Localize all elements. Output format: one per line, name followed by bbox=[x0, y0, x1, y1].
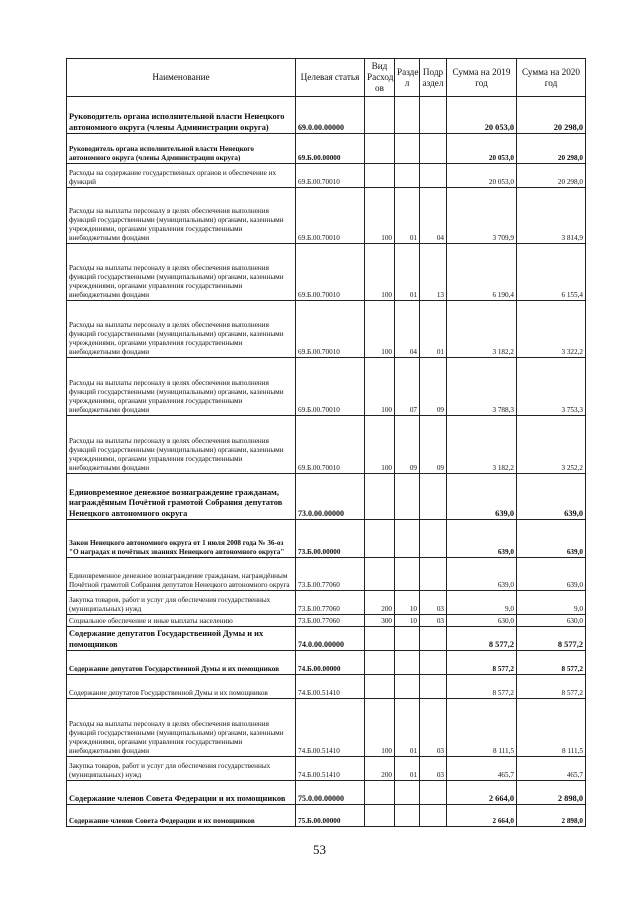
row-code: 69.Б.00.70010 bbox=[296, 416, 365, 474]
row-code: 69.Б.00.70010 bbox=[296, 244, 365, 301]
table-row bbox=[67, 651, 586, 675]
row-type bbox=[365, 520, 395, 558]
row-sum-2020: 639,0 bbox=[517, 520, 586, 558]
table-row bbox=[67, 520, 586, 558]
row-type: 200 bbox=[365, 757, 395, 781]
row-name: Расходы на выплаты персоналу в целях обеспечения выполнения функций государственными (муниципальными) органами, казенными учреждениями, органами управления государственными внебюджетными фондами bbox=[67, 188, 296, 244]
row-sum-2019: 3 182,2 bbox=[447, 416, 517, 474]
row-code: 69.Б.00.70010 bbox=[296, 358, 365, 416]
row-code: 73.Б.00.77060 bbox=[296, 591, 365, 615]
row-section: 04 bbox=[395, 301, 420, 358]
row-sum-2019: 2 664,0 bbox=[447, 781, 517, 805]
row-name: Содержание депутатов Государственной Думы и их помощников bbox=[67, 627, 296, 651]
table-row bbox=[67, 558, 586, 591]
row-sum-2019: 639,0 bbox=[447, 558, 517, 591]
row-subsection: 03 bbox=[420, 699, 447, 757]
row-sum-2020: 20 298,0 bbox=[517, 164, 586, 188]
row-section bbox=[395, 675, 420, 699]
row-section bbox=[395, 97, 420, 134]
table-row bbox=[67, 675, 586, 699]
header-sum-2020: Сумма на 2020 год bbox=[517, 59, 586, 97]
header-subsection: Подр аздел bbox=[420, 59, 447, 97]
header-target: Целевая статья bbox=[296, 59, 365, 97]
table-row bbox=[67, 757, 586, 781]
row-name: Содержание членов Совета Федерации и их помощников bbox=[67, 805, 296, 827]
row-code: 73.Б.00.77060 bbox=[296, 558, 365, 591]
row-code: 69.Б.00.70010 bbox=[296, 188, 365, 244]
row-subsection bbox=[420, 781, 447, 805]
row-section bbox=[395, 520, 420, 558]
row-subsection bbox=[420, 520, 447, 558]
row-sum-2020: 6 155,4 bbox=[517, 244, 586, 301]
table-row bbox=[67, 188, 586, 244]
row-code: 73.0.00.00000 bbox=[296, 474, 365, 520]
row-sum-2020: 465,7 bbox=[517, 757, 586, 781]
row-name: Содержание депутатов Государственной Думы и их помощников bbox=[67, 651, 296, 675]
row-subsection: 03 bbox=[420, 615, 447, 627]
row-section: 01 bbox=[395, 757, 420, 781]
row-subsection bbox=[420, 97, 447, 134]
row-code: 74.0.00.00000 bbox=[296, 627, 365, 651]
row-type: 300 bbox=[365, 615, 395, 627]
row-type bbox=[365, 627, 395, 651]
row-type bbox=[365, 164, 395, 188]
row-name: Расходы на выплаты персоналу в целях обеспечения выполнения функций государственными (муниципальными) органами, казенными учреждениями, органами управления государственными внебюджетными фондами bbox=[67, 358, 296, 416]
budget-table bbox=[66, 58, 586, 827]
row-code: 75.0.00.00000 bbox=[296, 781, 365, 805]
row-sum-2020: 2 898,0 bbox=[517, 781, 586, 805]
row-sum-2020: 2 898,0 bbox=[517, 805, 586, 827]
table-row bbox=[67, 781, 586, 805]
row-name: Закон Ненецкого автономного округа от 1 июля 2008 года № 36-оз "О наградах и почётных званиях Ненецкого автономного округа" bbox=[67, 520, 296, 558]
row-subsection bbox=[420, 474, 447, 520]
row-type bbox=[365, 675, 395, 699]
row-subsection: 03 bbox=[420, 591, 447, 615]
row-sum-2019: 8 577,2 bbox=[447, 675, 517, 699]
row-subsection bbox=[420, 164, 447, 188]
table-row bbox=[67, 134, 586, 164]
row-section bbox=[395, 627, 420, 651]
row-code: 69.Б.00.70010 bbox=[296, 301, 365, 358]
header-type: Вид Расход ов bbox=[365, 59, 395, 97]
row-name: Руководитель органа исполнительной власти Ненецкого автономного округа (члены Администрации округа) bbox=[67, 134, 296, 164]
row-sum-2020: 630,0 bbox=[517, 615, 586, 627]
row-sum-2020: 3 322,2 bbox=[517, 301, 586, 358]
table-row bbox=[67, 358, 586, 416]
row-sum-2020: 20 298,0 bbox=[517, 97, 586, 134]
row-name: Расходы на выплаты персоналу в целях обеспечения выполнения функций государственными (муниципальными) органами, казенными учреждениями, органами управления государственными внебюджетными фондами bbox=[67, 301, 296, 358]
row-sum-2019: 6 190,4 bbox=[447, 244, 517, 301]
row-sum-2019: 8 577,2 bbox=[447, 651, 517, 675]
header-name: Наименование bbox=[67, 59, 296, 97]
row-name: Закупка товаров, работ и услуг для обеспечения государственных (муниципальных) нужд bbox=[67, 591, 296, 615]
header-section: Разде л bbox=[395, 59, 420, 97]
row-section bbox=[395, 134, 420, 164]
table-row bbox=[67, 699, 586, 757]
row-subsection: 01 bbox=[420, 301, 447, 358]
row-code: 74.Б.00.51410 bbox=[296, 675, 365, 699]
row-sum-2020: 8 111,5 bbox=[517, 699, 586, 757]
row-subsection: 03 bbox=[420, 757, 447, 781]
row-name: Содержание депутатов Государственной Думы и их помощников bbox=[67, 675, 296, 699]
row-section: 10 bbox=[395, 591, 420, 615]
row-subsection: 13 bbox=[420, 244, 447, 301]
row-name: Закупка товаров, работ и услуг для обеспечения государственных (муниципальных) нужд bbox=[67, 757, 296, 781]
row-name: Расходы на выплаты персоналу в целях обеспечения выполнения функций государственными (муниципальными) органами, казенными учреждениями, органами управления государственными внебюджетными фондами bbox=[67, 244, 296, 301]
row-code: 75.Б.00.00000 bbox=[296, 805, 365, 827]
table-row bbox=[67, 301, 586, 358]
row-subsection: 09 bbox=[420, 358, 447, 416]
row-name: Руководитель органа исполнительной власти Ненецкого автономного округа (члены Администрации округа) bbox=[67, 97, 296, 134]
row-sum-2019: 639,0 bbox=[447, 474, 517, 520]
row-type bbox=[365, 558, 395, 591]
row-name: Расходы на выплаты персоналу в целях обеспечения выполнения функций государственными (муниципальными) органами, казенными учреждениями, органами управления государственными внебюджетными фондами bbox=[67, 699, 296, 757]
row-type: 100 bbox=[365, 301, 395, 358]
row-name: Содержание членов Совета Федерации и их помощников bbox=[67, 781, 296, 805]
page-number: 53 bbox=[313, 842, 326, 857]
row-sum-2019: 3 182,2 bbox=[447, 301, 517, 358]
row-type bbox=[365, 97, 395, 134]
row-subsection bbox=[420, 134, 447, 164]
table-row bbox=[67, 591, 586, 615]
row-sum-2019: 465,7 bbox=[447, 757, 517, 781]
table-row bbox=[67, 416, 586, 474]
row-sum-2020: 3 814,9 bbox=[517, 188, 586, 244]
row-code: 69.Б.00.00000 bbox=[296, 134, 365, 164]
header-sum-2019: Сумма на 2019 год bbox=[447, 59, 517, 97]
row-code: 74.Б.00.00000 bbox=[296, 651, 365, 675]
row-code: 74.Б.00.51410 bbox=[296, 699, 365, 757]
row-type: 100 bbox=[365, 416, 395, 474]
row-sum-2019: 8 577,2 bbox=[447, 627, 517, 651]
row-type: 100 bbox=[365, 358, 395, 416]
row-sum-2019: 20 053,0 bbox=[447, 134, 517, 164]
row-subsection bbox=[420, 558, 447, 591]
row-subsection bbox=[420, 627, 447, 651]
row-type bbox=[365, 651, 395, 675]
row-sum-2019: 3 788,3 bbox=[447, 358, 517, 416]
row-sum-2019: 639,0 bbox=[447, 520, 517, 558]
row-section bbox=[395, 651, 420, 675]
row-type bbox=[365, 134, 395, 164]
row-code: 69.0.00.00000 bbox=[296, 97, 365, 134]
row-section: 01 bbox=[395, 244, 420, 301]
row-name: Единовременное денежное вознаграждение гражданам, награждённым Почётной грамотой Собрания депутатов Ненецкого автономного округа bbox=[67, 558, 296, 591]
row-section bbox=[395, 805, 420, 827]
row-sum-2020: 8 577,2 bbox=[517, 675, 586, 699]
row-section: 09 bbox=[395, 416, 420, 474]
row-sum-2019: 2 664,0 bbox=[447, 805, 517, 827]
row-section bbox=[395, 781, 420, 805]
row-subsection bbox=[420, 675, 447, 699]
row-name: Единовременное денежное вознаграждение гражданам, награждённым Почётной грамотой Собрания депутатов Ненецкого автономного округа bbox=[67, 474, 296, 520]
row-code: 74.Б.00.51410 bbox=[296, 757, 365, 781]
row-sum-2020: 639,0 bbox=[517, 558, 586, 591]
row-section: 10 bbox=[395, 615, 420, 627]
row-sum-2020: 20 298,0 bbox=[517, 134, 586, 164]
row-name: Социальное обеспечение и иные выплаты населению bbox=[67, 615, 296, 627]
row-sum-2019: 20 053,0 bbox=[447, 97, 517, 134]
row-sum-2019: 8 111,5 bbox=[447, 699, 517, 757]
row-subsection bbox=[420, 805, 447, 827]
row-sum-2019: 9,0 bbox=[447, 591, 517, 615]
row-sum-2019: 20 053,0 bbox=[447, 164, 517, 188]
row-type: 200 bbox=[365, 591, 395, 615]
row-sum-2020: 8 577,2 bbox=[517, 627, 586, 651]
row-type bbox=[365, 805, 395, 827]
row-section: 01 bbox=[395, 188, 420, 244]
row-subsection: 04 bbox=[420, 188, 447, 244]
table-row bbox=[67, 474, 586, 520]
row-sum-2020: 3 252,2 bbox=[517, 416, 586, 474]
row-sum-2020: 9,0 bbox=[517, 591, 586, 615]
row-type: 100 bbox=[365, 244, 395, 301]
table-row bbox=[67, 627, 586, 651]
table-row bbox=[67, 97, 586, 134]
table-row bbox=[67, 164, 586, 188]
row-sum-2020: 3 753,3 bbox=[517, 358, 586, 416]
row-code: 69.Б.00.70010 bbox=[296, 164, 365, 188]
row-code: 73.Б.00.00000 bbox=[296, 520, 365, 558]
table-row bbox=[67, 244, 586, 301]
row-type bbox=[365, 474, 395, 520]
row-sum-2020: 8 577,2 bbox=[517, 651, 586, 675]
row-sum-2019: 630,0 bbox=[447, 615, 517, 627]
row-section bbox=[395, 164, 420, 188]
row-sum-2019: 3 709,9 bbox=[447, 188, 517, 244]
row-section: 07 bbox=[395, 358, 420, 416]
row-subsection bbox=[420, 651, 447, 675]
row-name: Расходы на содержание государственных органов и обеспечение их функций bbox=[67, 164, 296, 188]
row-code: 73.Б.00.77060 bbox=[296, 615, 365, 627]
table-header-row bbox=[67, 59, 586, 97]
row-sum-2020: 639,0 bbox=[517, 474, 586, 520]
table-row bbox=[67, 805, 586, 827]
row-type: 100 bbox=[365, 699, 395, 757]
row-section: 01 bbox=[395, 699, 420, 757]
row-section bbox=[395, 474, 420, 520]
row-section bbox=[395, 558, 420, 591]
row-type: 100 bbox=[365, 188, 395, 244]
table-row bbox=[67, 615, 586, 627]
row-subsection: 09 bbox=[420, 416, 447, 474]
row-type bbox=[365, 781, 395, 805]
row-name: Расходы на выплаты персоналу в целях обеспечения выполнения функций государственными (муниципальными) органами, казенными учреждениями, органами управления государственными внебюджетными фондами bbox=[67, 416, 296, 474]
